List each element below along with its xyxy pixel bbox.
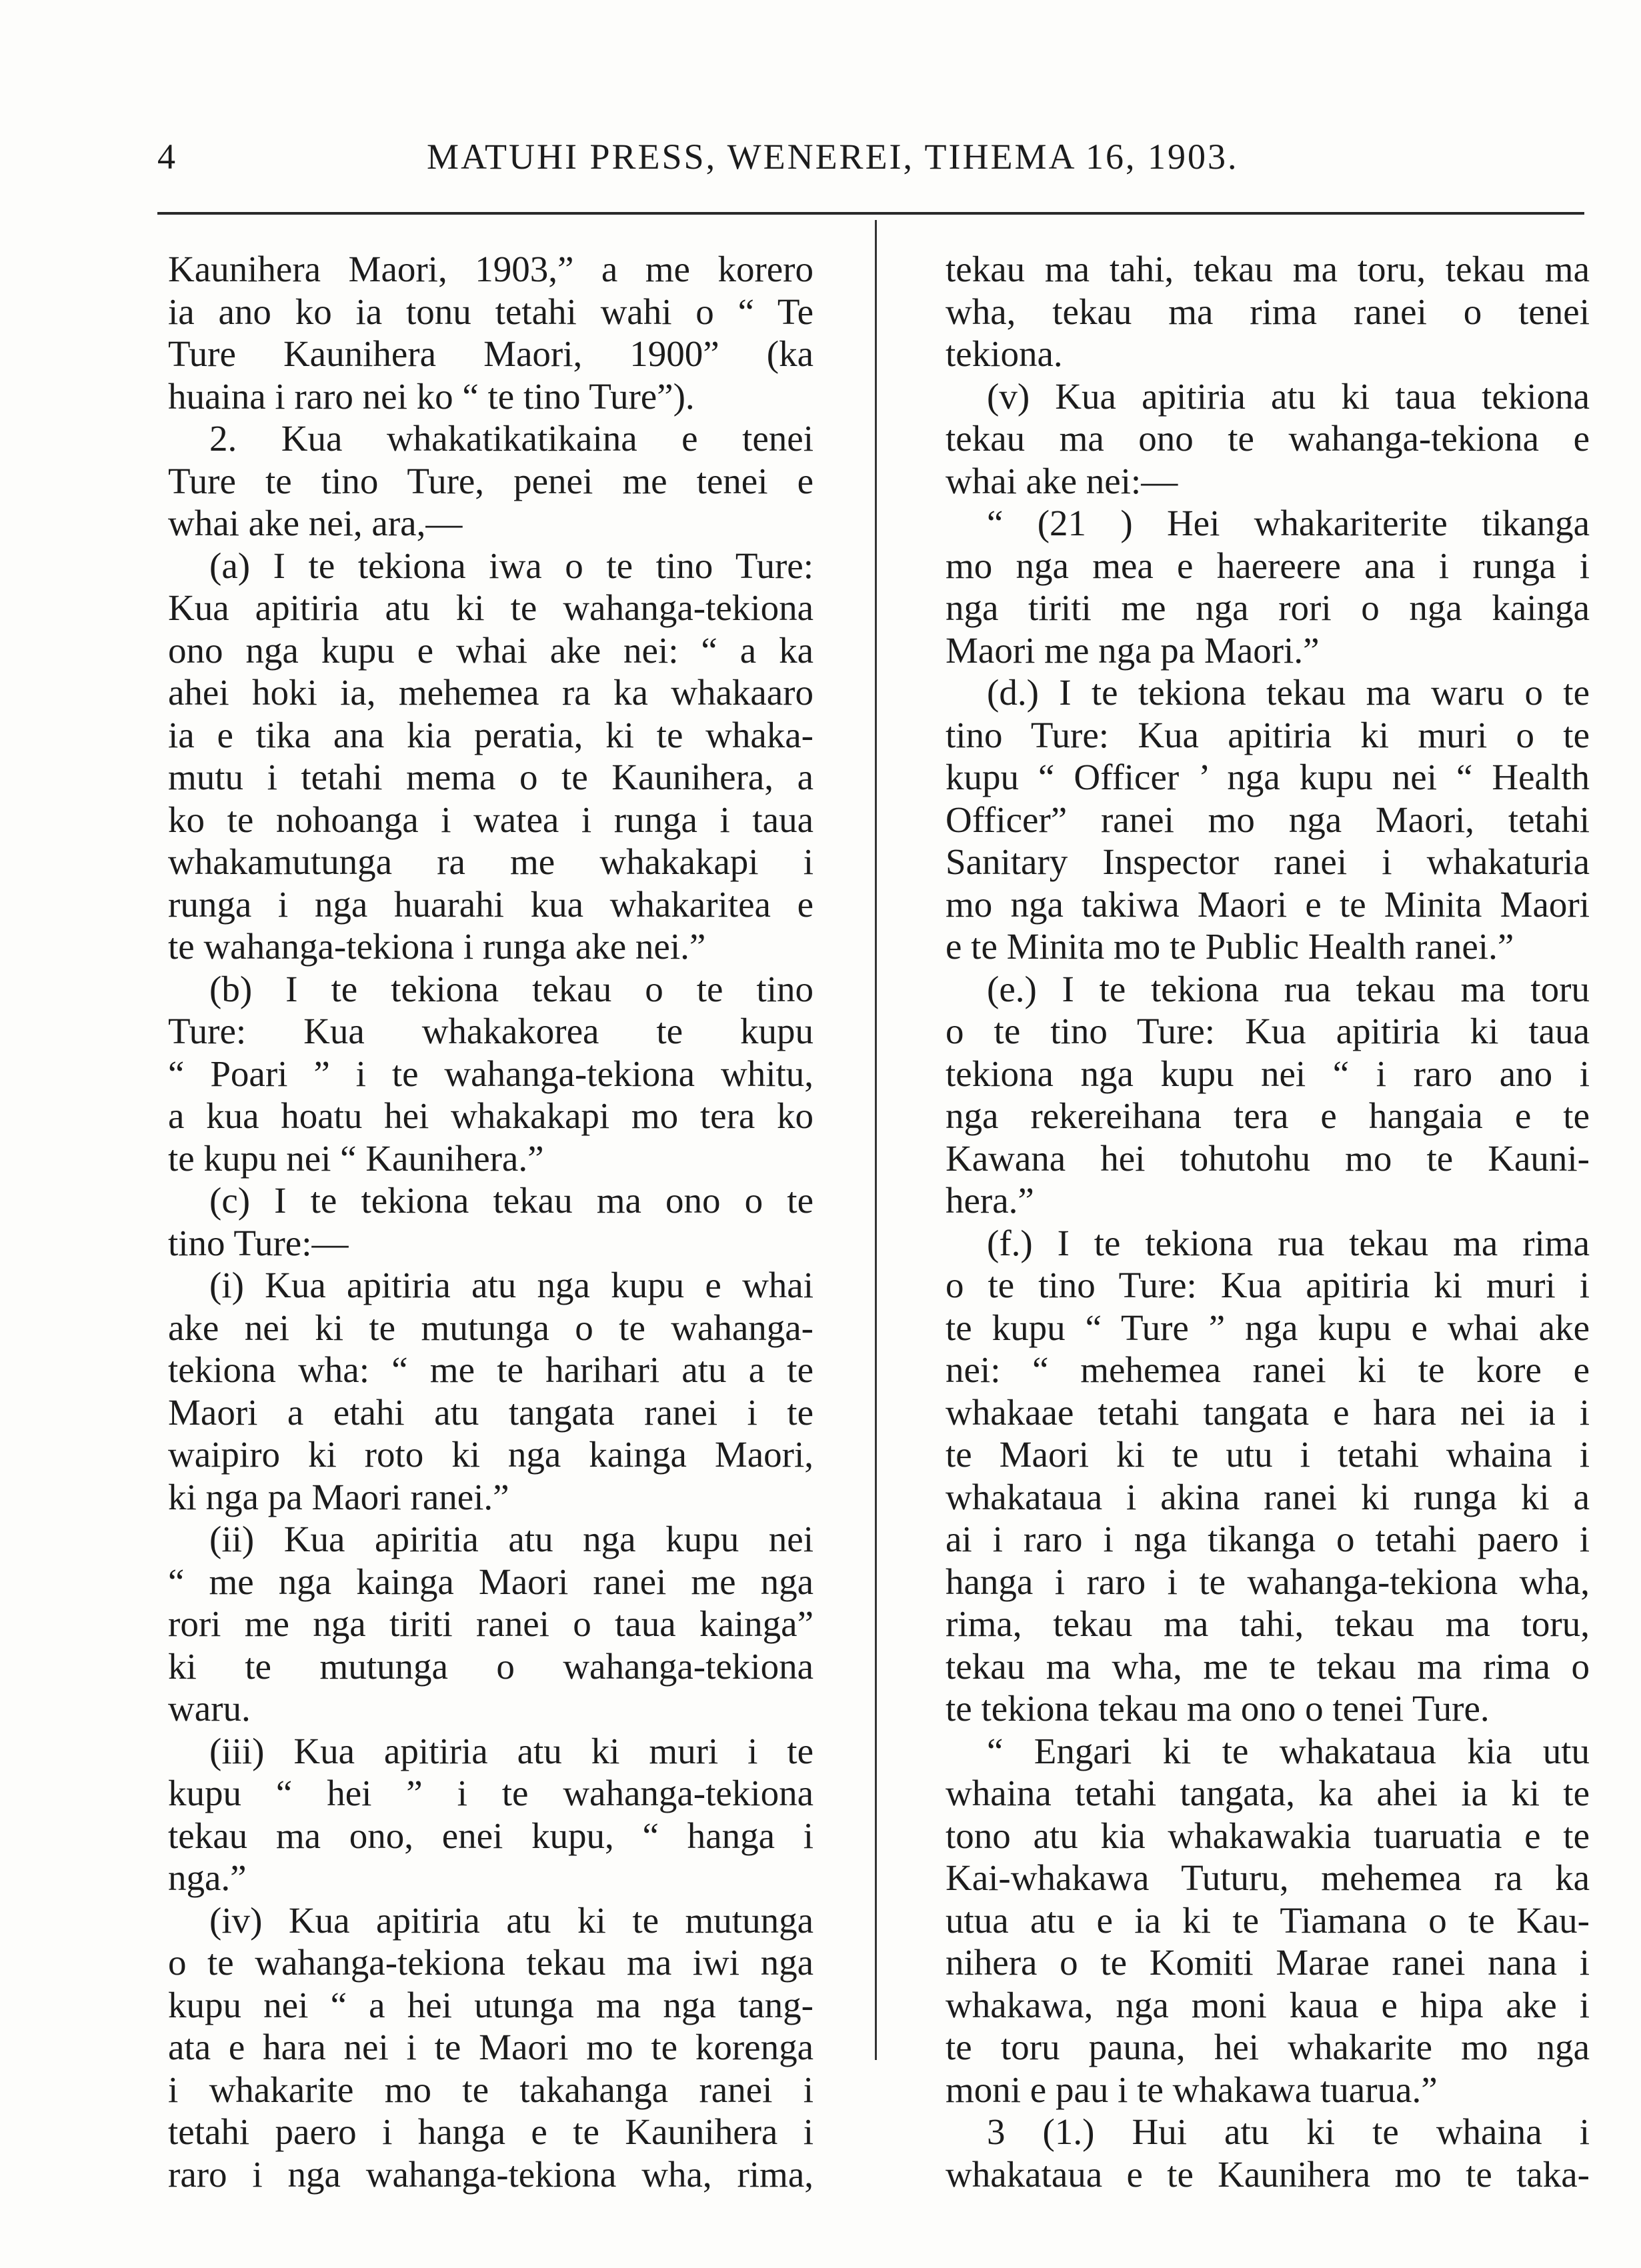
text-line: te kupu nei “ Kaunihera.” <box>168 1137 544 1179</box>
text-line: ki te mutunga o wahanga-tekiona <box>168 1645 813 1687</box>
text-line: (i) Kua apitiria atu nga kupu e whai <box>209 1265 813 1305</box>
text-line: waipiro ki roto ki nga kainga Maori, <box>168 1434 813 1475</box>
text-line: hera.” <box>946 1180 1034 1221</box>
text-line: whai ake nei:— <box>946 460 1178 501</box>
text-line: tino Ture:— <box>168 1222 349 1263</box>
page-number: 4 <box>157 137 175 177</box>
text-line: Officer” ranei mo nga Maori, tetahi <box>946 799 1590 840</box>
text-line: whakaae tetahi tangata e hara nei ia i <box>946 1391 1590 1433</box>
text-line: nga tiriti me nga rori o nga kainga <box>946 587 1590 628</box>
text-line: whai ake nei, ara,— <box>168 503 463 543</box>
text-line: te toru pauna, hei whakarite mo nga <box>946 2027 1590 2067</box>
text-line: huaina i raro nei ko “ te tino Ture”). <box>168 375 695 417</box>
text-line: tekau ma wha, me te tekau ma rima o <box>946 1645 1590 1687</box>
text-line: “ me nga kainga Maori ranei me nga <box>168 1561 813 1602</box>
text-line: e te Minita mo te Public Health ranei.” <box>946 926 1514 967</box>
text-line: mutu i tetahi mema o te Kaunihera, a <box>168 757 813 797</box>
text-line: wha, tekau ma rima ranei o tenei <box>946 291 1590 332</box>
text-line: (c) I te tekiona tekau ma ono o te <box>209 1180 813 1221</box>
text-line: (e.) I te tekiona rua tekau ma toru <box>987 968 1590 1009</box>
text-line: whakataua i akina ranei ki runga ki a <box>946 1476 1590 1517</box>
masthead-title: MATUHI PRESS, WENEREI, TIHEMA 16, 1903. <box>427 137 1239 177</box>
text-line: (b) I te tekiona tekau o te tino <box>209 968 813 1009</box>
text-line: moni e pau i te whakawa tuarua.” <box>946 2069 1438 2110</box>
text-line: “ Poari ” i te wahanga-tekiona whitu, <box>168 1053 813 1094</box>
text-line: hanga i raro i te wahanga-tekiona wha, <box>946 1561 1590 1602</box>
text-line: ata e hara nei i te Maori mo te korenga <box>168 2027 813 2067</box>
left-column <box>168 248 813 2195</box>
text-line: “ Engari ki te whakataua kia utu <box>987 1730 1590 1771</box>
text-line: rima, tekau ma tahi, tekau ma toru, <box>946 1603 1590 1644</box>
text-line: rori me nga tiriti ranei o taua kainga” <box>168 1603 813 1644</box>
text-line: mo nga takiwa Maori e te Minita Maori <box>946 883 1590 925</box>
text-line: Ture Kaunihera Maori, 1900” (ka <box>168 333 813 374</box>
text-line: Kawana hei tohutohu mo te Kauni- <box>946 1137 1590 1179</box>
text-line: 2. Kua whakatikatikaina e tenei <box>209 418 813 459</box>
text-line: (a) I te tekiona iwa o te tino Ture: <box>209 545 813 586</box>
text-line: nga.” <box>168 1857 247 1898</box>
text-line: ko te nohoanga i watea i runga i taua <box>168 799 813 840</box>
text-line: kupu nei “ a hei utunga ma nga tang- <box>168 1984 813 2025</box>
text-line: (d.) I te tekiona tekau ma waru o te <box>987 672 1590 713</box>
text-line: whakamutunga ra me whakakapi i <box>168 841 813 882</box>
text-line: (v) Kua apitiria atu ki taua tekiona <box>987 375 1590 417</box>
text-line: o te tino Ture: Kua apitiria ki taua <box>946 1011 1590 1051</box>
text-line: whaina tetahi tangata, ka ahei ia ki te <box>946 1773 1590 1813</box>
text-line: tekiona nga kupu nei “ i raro ano i <box>946 1053 1590 1094</box>
text-line: raro i nga wahanga-tekiona wha, rima, <box>168 2153 813 2195</box>
text-line: (ii) Kua apiritia atu nga kupu nei <box>209 1519 813 1559</box>
text-line: tekau ma tahi, tekau ma toru, tekau ma <box>946 249 1590 289</box>
text-line: (f.) I te tekiona rua tekau ma rima <box>987 1222 1590 1263</box>
text-line: mo nga mea e haereere ana i runga i <box>946 545 1590 586</box>
text-line: tekiona. <box>946 333 1063 374</box>
text-line: te Maori ki te utu i tetahi whaina i <box>946 1434 1590 1475</box>
text-line: 3 (1.) Hui atu ki te whaina i <box>987 2111 1590 2152</box>
text-line: tekau ma ono te wahanga-tekiona e <box>946 418 1590 459</box>
text-line: ai i raro i nga tikanga o tetahi paero i <box>946 1519 1590 1559</box>
text-line: Sanitary Inspector ranei i whakaturia <box>946 841 1590 882</box>
text-line: kupu “ hei ” i te wahanga-tekiona <box>168 1773 813 1813</box>
text-line: tono atu kia whakawakia tuaruatia e te <box>946 1815 1590 1856</box>
text-line: ahei hoki ia, mehemea ra ka whakaaro <box>168 672 813 713</box>
text-line: tino Ture: Kua apitiria ki muri o te <box>946 714 1590 755</box>
text-line: “ (21 ) Hei whakariterite tikanga <box>987 503 1590 543</box>
header-rule <box>157 212 1584 215</box>
text-line: ki nga pa Maori ranei.” <box>168 1476 509 1517</box>
text-line: tekiona wha: “ me te harihari atu a te <box>168 1349 813 1390</box>
text-line: ono nga kupu e whai ake nei: “ a ka <box>168 629 813 671</box>
text-line: i whakarite mo te takahanga ranei i <box>168 2069 813 2110</box>
text-line: kupu “ Officer ’ nga kupu nei “ Health <box>946 757 1590 797</box>
text-line: Kai-whakawa Tuturu, mehemea ra ka <box>946 1857 1590 1898</box>
text-line: waru. <box>168 1688 251 1729</box>
text-line: Kaunihera Maori, 1903,” a me korero <box>168 249 813 289</box>
text-line: whakataua e te Kaunihera mo te taka- <box>946 2153 1590 2195</box>
text-line: nga rekereihana tera e hangaia e te <box>946 1095 1590 1136</box>
text-line: nei: “ mehemea ranei ki te kore e <box>946 1349 1590 1390</box>
text-line: Ture: Kua whakakorea te kupu <box>168 1011 813 1051</box>
text-line: o te wahanga-tekiona tekau ma iwi nga <box>168 1942 813 1983</box>
text-line: tekau ma ono, enei kupu, “ hanga i <box>168 1815 813 1856</box>
text-line: te kupu “ Ture ” nga kupu e whai ake <box>946 1307 1590 1348</box>
text-line: ake nei ki te mutunga o te wahanga- <box>168 1307 813 1348</box>
text-line: te tekiona tekau ma ono o tenei Ture. <box>946 1688 1490 1729</box>
text-line: ia ano ko ia tonu tetahi wahi o “ Te <box>168 291 813 332</box>
text-line: (iii) Kua apitiria atu ki muri i te <box>209 1730 813 1771</box>
text-line: Maori me nga pa Maori.” <box>946 629 1320 671</box>
text-line: Maori a etahi atu tangata ranei i te <box>168 1391 813 1433</box>
text-line: whakawa, nga moni kaua e hipa ake i <box>946 1984 1590 2025</box>
text-line: ia e tika ana kia peratia, ki te whaka- <box>168 714 813 755</box>
text-line: o te tino Ture: Kua apitiria ki muri i <box>946 1265 1590 1305</box>
text-line: runga i nga huarahi kua whakaritea e <box>168 883 813 925</box>
text-line: (iv) Kua apitiria atu ki te mutunga <box>209 1899 813 1941</box>
right-column <box>946 248 1590 2195</box>
text-line: Ture te tino Ture, penei me tenei e <box>168 460 813 501</box>
column-divider <box>875 220 877 2060</box>
text-line: tetahi paero i hanga e te Kaunihera i <box>168 2111 813 2152</box>
text-line: Kua apitiria atu ki te wahanga-tekiona <box>168 587 813 628</box>
text-line: a kua hoatu hei whakakapi mo tera ko <box>168 1095 813 1136</box>
text-line: te wahanga-tekiona i runga ake nei.” <box>168 926 706 967</box>
text-line: nihera o te Komiti Marae ranei nana i <box>946 1942 1590 1983</box>
text-line: utua atu e ia ki te Tiamana o te Kau- <box>946 1899 1590 1941</box>
